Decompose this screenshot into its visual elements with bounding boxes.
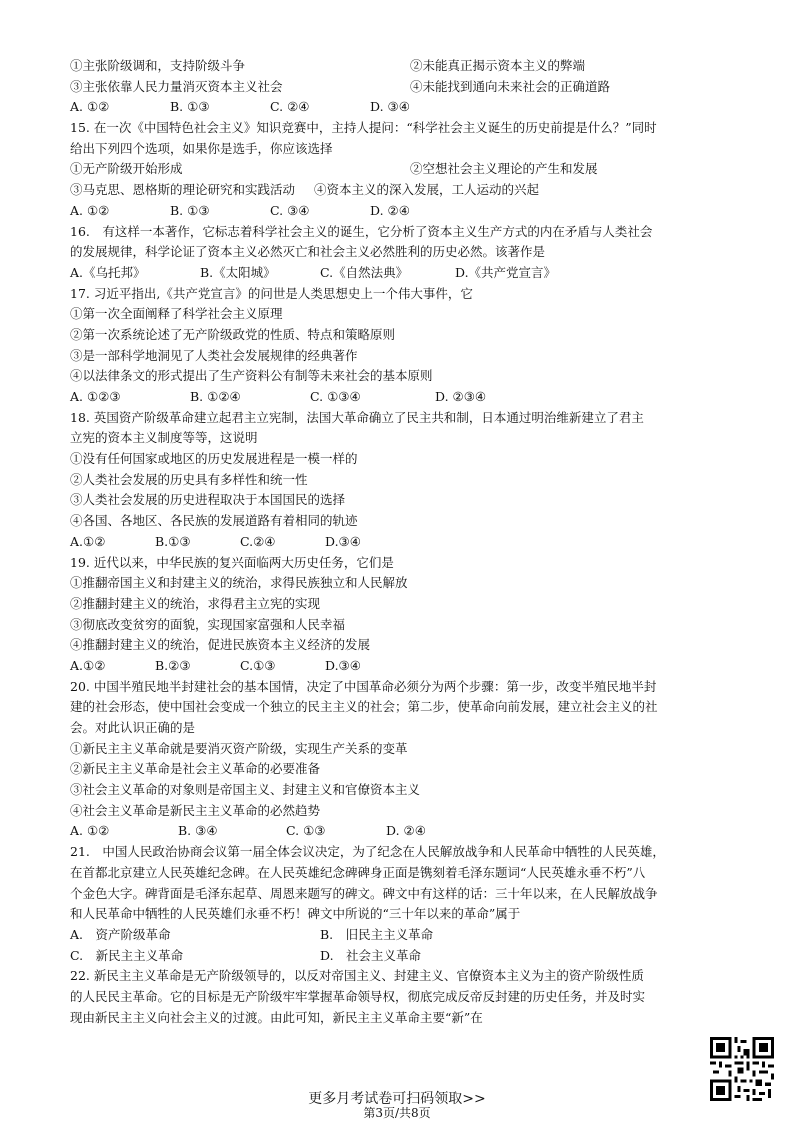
q18-option-2: ②人类社会发展的历史具有多样性和统一性 xyxy=(70,471,308,487)
q20-answer-c: C. ①③ xyxy=(286,823,326,839)
q17-stem: 17. 习近平指出,《共产党宣言》的问世是人类思想史上一个伟大事件，它 xyxy=(70,285,473,301)
q19-answer-d: D.③④ xyxy=(325,657,361,673)
q14-answer-a: A. ①② xyxy=(70,99,110,115)
page-number: 第3页/共8页 xyxy=(363,1106,431,1120)
q15-answer-c: C. ③④ xyxy=(270,202,310,218)
q20-answer-b: B. ③④ xyxy=(178,823,218,839)
q14-option-2: ②未能真正揭示资本主义的弊端 xyxy=(410,58,586,73)
q20-option-2: ②新民主主义革命是社会主义革命的必要准备 xyxy=(70,761,321,777)
q18-answer-d: D.③④ xyxy=(325,533,361,549)
q18-answer-a: A.①② xyxy=(70,533,106,549)
q19-stem: 19. 近代以来，中华民族的复兴面临两大历史任务，它们是 xyxy=(70,554,394,570)
q19-answer-a: A.①② xyxy=(70,657,106,673)
q16-stem-line1: 16. 有这样一本著作，它标志着科学社会主义的诞生，它分析了资本主义生产方式的内在矛盾与人类社会 xyxy=(70,223,653,239)
q14-option-4: ④未能找到通向未来社会的正确道路 xyxy=(410,78,611,94)
q18-stem-line1: 18. 英国资产阶级革命建立起君主立宪制，法国大革命确立了民主共和制，日本通过明治维新建立了君主 xyxy=(70,409,644,425)
q17-option-3: ③是一部科学地洞见了人类社会发展规律的经典著作 xyxy=(70,347,358,363)
q18-answer-c: C.②④ xyxy=(240,533,276,549)
q19-answer-c: C.①③ xyxy=(240,657,276,673)
q15-stem-line2: 给出下列四个选项，如果你是选手，你应该选择 xyxy=(70,140,333,156)
q22-stem-line3: 现由新民主主义向社会主义的过渡。由此可知，新民主主义革命主要“新”在 xyxy=(70,1009,483,1025)
q20-option-4: ④社会主义革命是新民主主义革命的必然趋势 xyxy=(70,802,321,818)
q16-answer-d: D.《共产党宣言》 xyxy=(455,264,557,280)
q18-option-1: ①没有任何国家或地区的历史发展进程是一模一样的 xyxy=(70,451,358,467)
q14-answer-b: B. ①③ xyxy=(170,99,210,115)
q14-option-1: ①主张阶级调和，支持阶级斗争 xyxy=(70,58,246,73)
q19-option-4: ④推翻封建主义的统治，促进民族资本主义经济的发展 xyxy=(70,637,371,653)
q20-option-1: ①新民主主义革命就是要消灭资产阶级，实现生产关系的变革 xyxy=(70,740,408,756)
q20-stem-line2: 建的社会形态，使中国社会变成一个独立的民主主义的社会；第二步，使革命向前发展，建立社会主义的社 xyxy=(70,699,658,715)
q19-answer-b: B.②③ xyxy=(155,657,191,673)
q17-option-4: ④以法律条文的形式提出了生产资料公有制等未来社会的基本原则 xyxy=(70,368,433,384)
q16-stem-line2: 的发展规律，科学论证了资本主义必然灭亡和社会主义必然胜利的历史必然。该著作是 xyxy=(70,244,546,260)
q14-option-3: ③主张依靠人民力量消灭资本主义社会 xyxy=(70,78,283,94)
q20-answer-a: A. ①② xyxy=(70,823,110,839)
q15-answer-a: A. ①② xyxy=(70,202,110,218)
q20-option-3: ③社会主义革命的对象则是帝国主义、封建主义和官僚资本主义 xyxy=(70,782,421,798)
q22-stem-line1: 22. 新民主主义革命是无产阶级领导的，以反对帝国主义、封建主义、官僚资本主义为主的资产阶级性质 xyxy=(70,968,644,984)
q21-stem-line2: 在首都北京建立人民英雄纪念碑。在人民英雄纪念碑碑身正面是镌刻着毛泽东题词“人民英雄永垂不朽”八 xyxy=(70,864,646,880)
q15-answer-b: B. ①③ xyxy=(170,202,210,218)
q16-answer-a: A.《乌托邦》 xyxy=(70,264,146,280)
q21-answer-d: D. 社会主义革命 xyxy=(320,947,422,963)
q19-option-1: ①推翻帝国主义和封建主义的统治，求得民族独立和人民解放 xyxy=(70,575,408,591)
q20-answer-d: D. ②④ xyxy=(386,823,426,839)
q15-option-1: ①无产阶级开始形成 xyxy=(70,161,183,177)
q15-stem-line1: 15. 在一次《中国特色社会主义》知识竞赛中，主持人提问：“科学社会主义诞生的历史前提是什么？”同时 xyxy=(70,120,657,136)
q17-answer-d: D. ②③④ xyxy=(435,389,487,404)
q18-answer-b: B.①③ xyxy=(155,533,191,549)
q17-answer-b: B. ①②④ xyxy=(190,389,241,404)
q20-stem-line3: 会。对此认识正确的是 xyxy=(70,720,196,735)
q22-stem-line2: 的人民民主革命。它的目标是无产阶级牢牢掌握革命领导权，彻底完成反帝反封建的历史任务，并及时实 xyxy=(70,988,646,1004)
q17-option-1: ①第一次全面阐释了科学社会主义原理 xyxy=(70,306,283,322)
q15-answer-d: D. ②④ xyxy=(370,202,410,218)
q15-option-2: ②空想社会主义理论的产生和发展 xyxy=(410,161,598,177)
q17-option-2: ②第一次系统论述了无产阶级政党的性质、特点和策略原则 xyxy=(70,326,396,342)
q21-stem-line3: 个金色大字。碑背面是毛泽东起草、周恩来题写的碑文。碑文中有这样的话：三十年以来，在人民解放战争 xyxy=(70,885,658,901)
q21-stem-line1: 21. 中国人民政治协商会议第一届全体会议决定，为了纪念在人民解放战争和人民革命中牺牲的人民英雄， xyxy=(70,844,665,860)
q17-answer-a: A. ①②③ xyxy=(70,389,121,404)
q19-option-2: ②推翻封建主义的统治，求得君主立宪的实现 xyxy=(70,595,321,611)
q21-answer-a: A. 资产阶级革命 xyxy=(70,926,171,942)
q21-stem-line4: 和人民革命中牺牲的人民英雄们永垂不朽！碑文中所说的“三十年以来的革命”属于 xyxy=(70,906,521,922)
q18-stem-line2: 立宪的资本主义制度等等，这说明 xyxy=(70,430,258,446)
q15-option-4: ④资本主义的深入发展，工人运动的兴起 xyxy=(314,182,540,198)
q14-answer-d: D. ③④ xyxy=(370,99,410,115)
q19-option-3: ③彻底改变贫穷的面貌，实现国家富强和人民幸福 xyxy=(70,616,346,632)
q21-answer-c: C. 新民主主义革命 xyxy=(70,947,184,963)
footer-scan-prompt: 更多月考试卷可扫码领取>> xyxy=(308,1091,486,1107)
q20-stem-line1: 20. 中国半殖民地半封建社会的基本国情，决定了中国革命必须分为两个步骤：第一步，改变半殖民地半封 xyxy=(70,678,657,694)
q14-answer-c: C. ②④ xyxy=(270,99,310,115)
q16-answer-b: B.《太阳城》 xyxy=(200,264,276,280)
q16-answer-c: C.《自然法典》 xyxy=(320,264,409,280)
q15-option-3: ③马克思、恩格斯的理论研究和实践活动 xyxy=(70,182,296,198)
q18-option-4: ④各国、各地区、各民族的发展道路有着相同的轨迹 xyxy=(70,513,358,529)
q18-option-3: ③人类社会发展的历史进程取决于本国国民的选择 xyxy=(70,492,346,508)
q17-answer-c: C. ①③④ xyxy=(310,389,361,404)
q21-answer-b: B. 旧民主主义革命 xyxy=(320,926,434,942)
